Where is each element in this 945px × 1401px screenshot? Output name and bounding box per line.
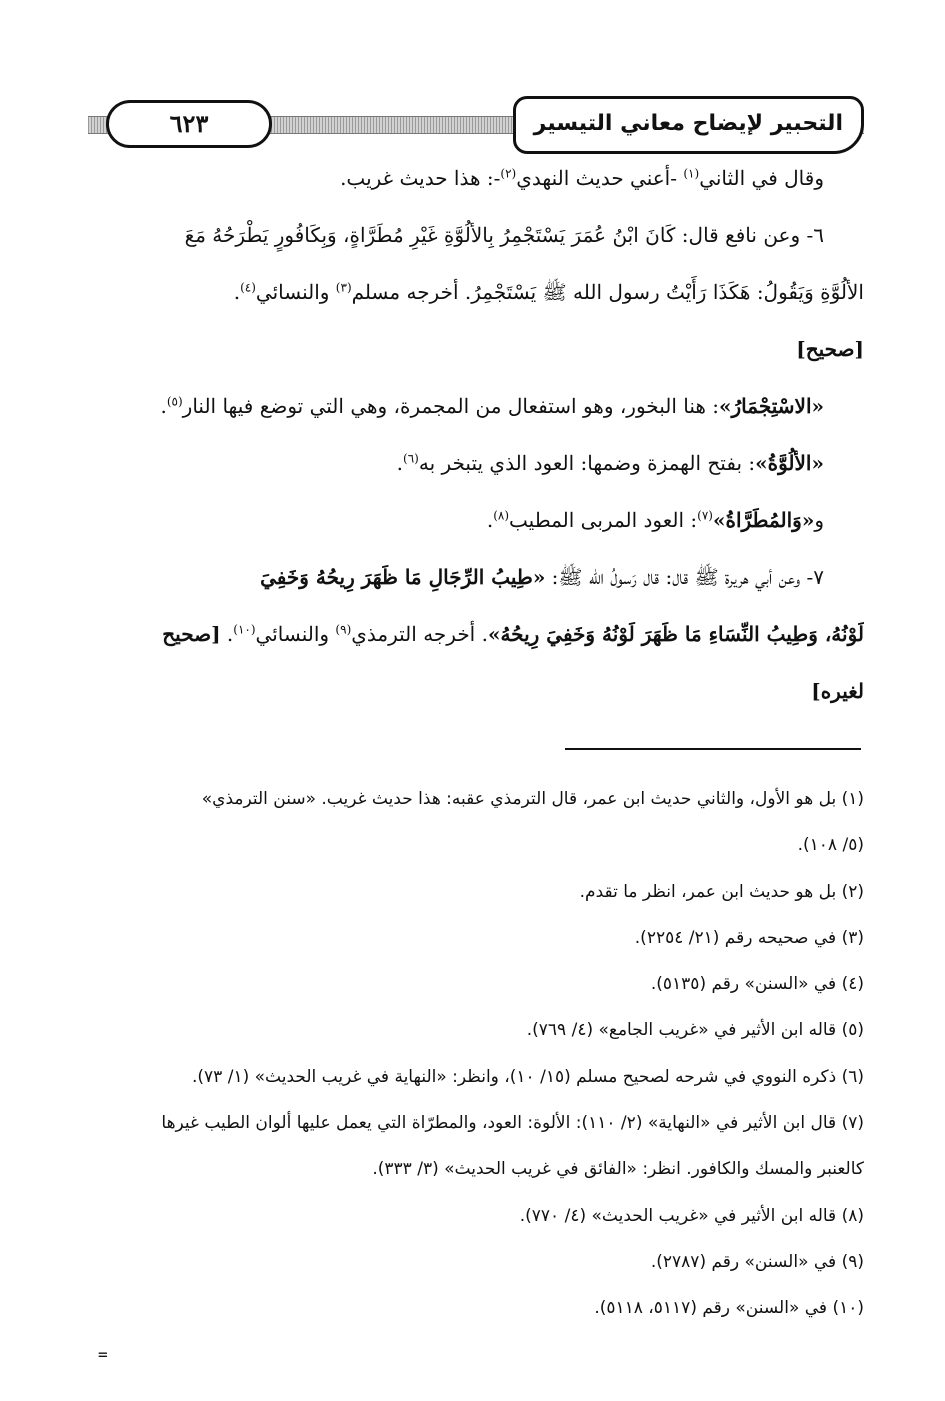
hadith-7-line-2: لَوْنُهُ، وَطِيبُ النِّسَاءِ مَا ظَهَرَ لَوْنُهُ وَخَفِيَ رِيحُهُ». أخرجه الترمذي$^{(٩)}$ والنسائي$^{(١٠)}$. [صحيح <box>162 622 864 646</box>
footnote-1: (١) بل هو الأول، والثاني حديث ابن عمر، قال الترمذي عقبه: هذا حديث غريب. «سنن الترمذي» <box>201 789 864 809</box>
hadith-7-line-1: ٧- وعن أبي هريرة ﷺ قال: قال رَسولُ الله ﷺ: «طِيبُ الرِّجَالِ مَا ظَهَرَ رِيحُهُ وَخَفِيَ <box>260 565 824 589</box>
footnote-8: (٨) قاله ابن الأثير في «غريب الحديث» (٤/ ٧٧٠). <box>519 1205 864 1226</box>
book-title: التحبير لإيضاح معاني التيسير <box>513 96 864 154</box>
footnote-7-continued: كالعنبر والمسك والكافور. انظر: «الفائق في غريب الحديث» (٣/ ٣٣٣). <box>372 1159 864 1180</box>
footnotes <box>94 776 864 1332</box>
footnote-ref: (١) <box>683 166 700 181</box>
page-header <box>88 96 864 152</box>
footnote-ref: (٢) <box>500 166 517 181</box>
definition-istijmar: «الاسْتِجْمَارُ»: هنا البخور، وهو استفعال من المجمرة، وهي التي توضع فيها النار$^{(٥)}$. <box>160 394 824 418</box>
definition-mutarrah: و«وَالمُطَرَّاةُ»$^{(٧)}$: العود المربى المطيب$^{(٨)}$. <box>486 508 824 532</box>
footnote-ref: (٧) <box>697 508 713 523</box>
footnote-ref: (٦) <box>403 451 419 466</box>
grading-label: [صحيح] <box>796 337 864 361</box>
footnote-ref: (٩) <box>335 622 352 637</box>
footnote-ref: (١٠) <box>233 622 256 637</box>
definition-aluwwa: «الألُوَّةُ»: بفتح الهمزة وضمها: العود الذي يتبخر به$^{(٦)}$. <box>396 451 824 475</box>
text-line-1: وقال في الثاني$^{(١)}$ -أعني حديث النهدي$^{(٢)}$-: هذا حديث غريب. <box>340 166 824 190</box>
footnote-5: (٥) قاله ابن الأثير في «غريب الجامع» (٤/ ٧٦٩). <box>526 1020 864 1041</box>
footnote-6: (٦) ذكره النووي في شرحه لصحيح مسلم (١٥/ ١٠)، وانظر: «النهاية في غريب الحديث» (١/ ٧٣). <box>192 1066 864 1087</box>
footnote-ref: (٨) <box>493 508 510 523</box>
edge-mark: = <box>98 1345 108 1364</box>
footnote-separator <box>565 748 861 750</box>
main-text <box>94 150 864 720</box>
footnote-ref: (٥) <box>166 394 183 409</box>
grading-label-continued: لغيره] <box>811 679 864 703</box>
footnote-ref: (٤) <box>240 280 256 295</box>
footnote-1-continued: (٥/ ١٠٨). <box>797 835 864 856</box>
hadith-6-line-1: ٦- وعن نافع قال: كَانَ ابْنُ عُمَرَ يَسْتَجْمِرُ بِالألُوَّةِ غَيْرِ مُطَرَّاةٍ، وَبِكَافُورٍ يَطْرَحُهُ مَعَ <box>184 223 824 247</box>
footnote-4: (٤) في «السنن» رقم (٥١٣٥). <box>650 974 864 995</box>
footnote-9: (٩) في «السنن» رقم (٢٧٨٧). <box>650 1251 864 1272</box>
footnote-3: (٣) في صحيحه رقم (٢١/ ٢٢٥٤). <box>634 927 864 948</box>
footnote-7: (٧) قال ابن الأثير في «النهاية» (٢/ ١١٠): الألوة: العود، والمطرّاة التي يعمل عليها ألوان الطيب غيرها <box>161 1113 864 1134</box>
footnote-2: (٢) بل هو حديث ابن عمر، انظر ما تقدم. <box>579 881 864 902</box>
footnote-10: (١٠) في «السنن» رقم (٥١١٧، ٥١١٨). <box>594 1298 864 1319</box>
footnote-ref: (٣) <box>335 280 352 295</box>
page-number: ٦٢٣ <box>106 100 272 148</box>
hadith-6-line-2: الألُوَّةِ وَيَقُولُ: هَكَذَا رَأَيْتُ رسول الله ﷺ يَسْتَجْمِرُ. أخرجه مسلم$^{(٣)}$ والنسائي$^{(٤)}$. <box>233 280 864 304</box>
